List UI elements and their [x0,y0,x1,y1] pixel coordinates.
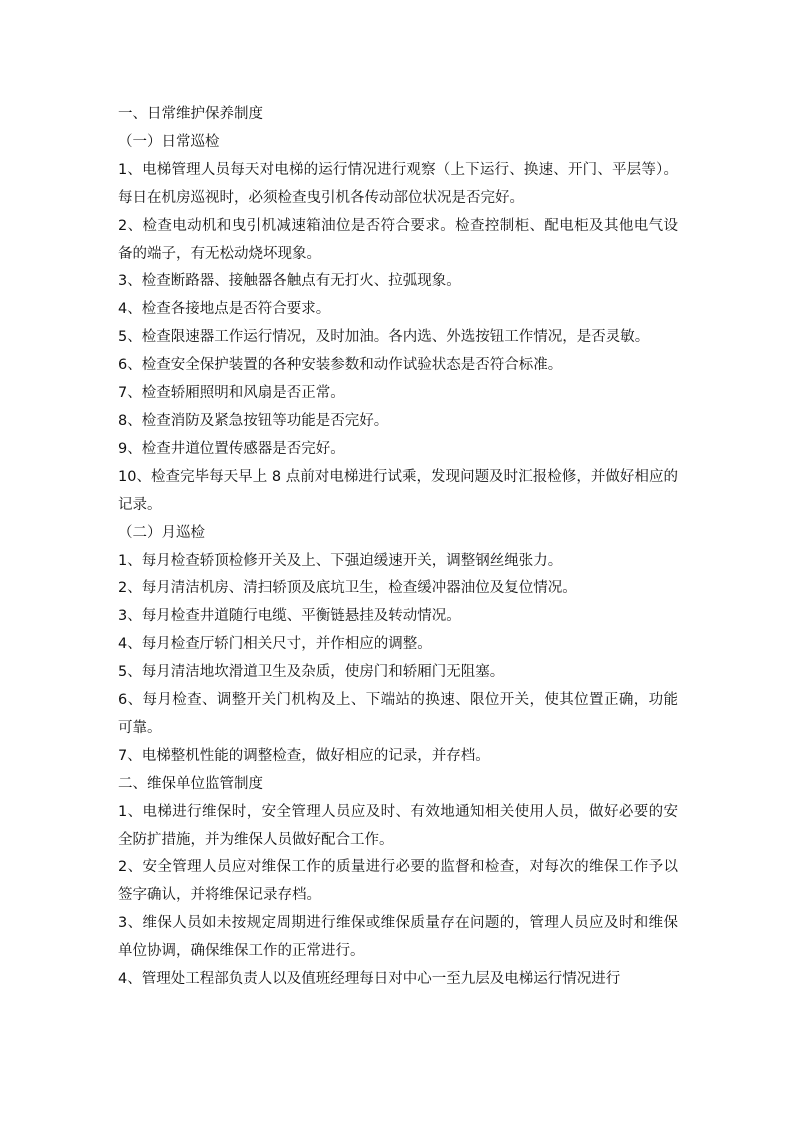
subsection-daily-heading: （一）日常巡检 [118,133,220,150]
monthly-item-1: 1、每月检查轿顶检修开关及上、下强迫缓速开关，调整钢丝绳张力。 [118,552,563,569]
daily-item-3: 3、检查断路器、接触器各触点有无打火、拉弧现象。 [118,273,461,290]
daily-item-10: 10、检查完毕每天早上 8 点前对电梯进行试乘，发现问题及时汇报检修，并做好相应的记录。 [118,468,678,513]
daily-item-5: 5、检查限速器工作运行情况，及时加油。各内选、外选按钮工作情况，是否灵敏。 [118,329,650,346]
monthly-item-3: 3、每月检查井道随行电缆、平衡链悬挂及转动情况。 [118,608,461,625]
supervision-item-3: 3、维保人员如未按规定周期进行维保或维保质量存在问题的，管理人员应及时和维保单位协调，确保维保工作的正常进行。 [118,915,678,960]
monthly-item-6: 6、每月检查、调整开关门机构及上、下端站的换速、限位开关，使其位置正确，功能可靠。 [118,692,678,736]
daily-item-9: 9、检查井道位置传感器是否完好。 [118,440,345,457]
document-body [118,101,678,994]
section-2-heading: 二、维保单位监管制度 [118,775,263,792]
monthly-item-7: 7、电梯整机性能的调整检查，做好相应的记录，并存档。 [118,747,490,764]
subsection-monthly-heading: （二）月巡检 [118,524,205,541]
daily-item-2: 2、检查电动机和曳引机减速箱油位是否符合要求。检查控制柜、配电柜及其他电气设备的端子，有无松动烧坏现象。 [118,217,678,262]
daily-item-1: 1、电梯管理人员每天对电梯的运行情况进行观察（上下运行、换速、开门、平层等）。每日在机房巡视时，必须检查曳引机各传动部位状况是否完好。 [118,161,678,206]
monthly-item-4: 4、每月检查厅轿门相关尺寸，并作相应的调整。 [118,636,432,653]
supervision-item-4: 4、管理处工程部负责人以及值班经理每日对中心一至九层及电梯运行情况进行 [118,971,621,988]
monthly-item-5: 5、每月清洁地坎滑道卫生及杂质，使房门和轿厢门无阻塞。 [118,664,505,681]
daily-item-6: 6、检查安全保护装置的各种安装参数和动作试验状态是否符合标准。 [118,357,563,374]
daily-item-4: 4、检查各接地点是否符合要求。 [118,301,331,318]
daily-item-8: 8、检查消防及紧急按钮等功能是否完好。 [118,412,389,429]
daily-item-7: 7、检查轿厢照明和风扇是否正常。 [118,385,345,402]
monthly-item-2: 2、每月清洁机房、清扫轿顶及底坑卫生，检查缓冲器油位及复位情况。 [118,580,577,597]
supervision-item-2: 2、安全管理人员应对维保工作的质量进行必要的监督和检查，对每次的维保工作予以签字确认，并将维保记录存档。 [118,859,678,904]
supervision-item-1: 1、电梯进行维保时，安全管理人员应及时、有效地通知相关使用人员，做好必要的安全防扩措施，并为维保人员做好配合工作。 [118,803,678,848]
section-1-heading: 一、日常维护保养制度 [118,106,263,122]
